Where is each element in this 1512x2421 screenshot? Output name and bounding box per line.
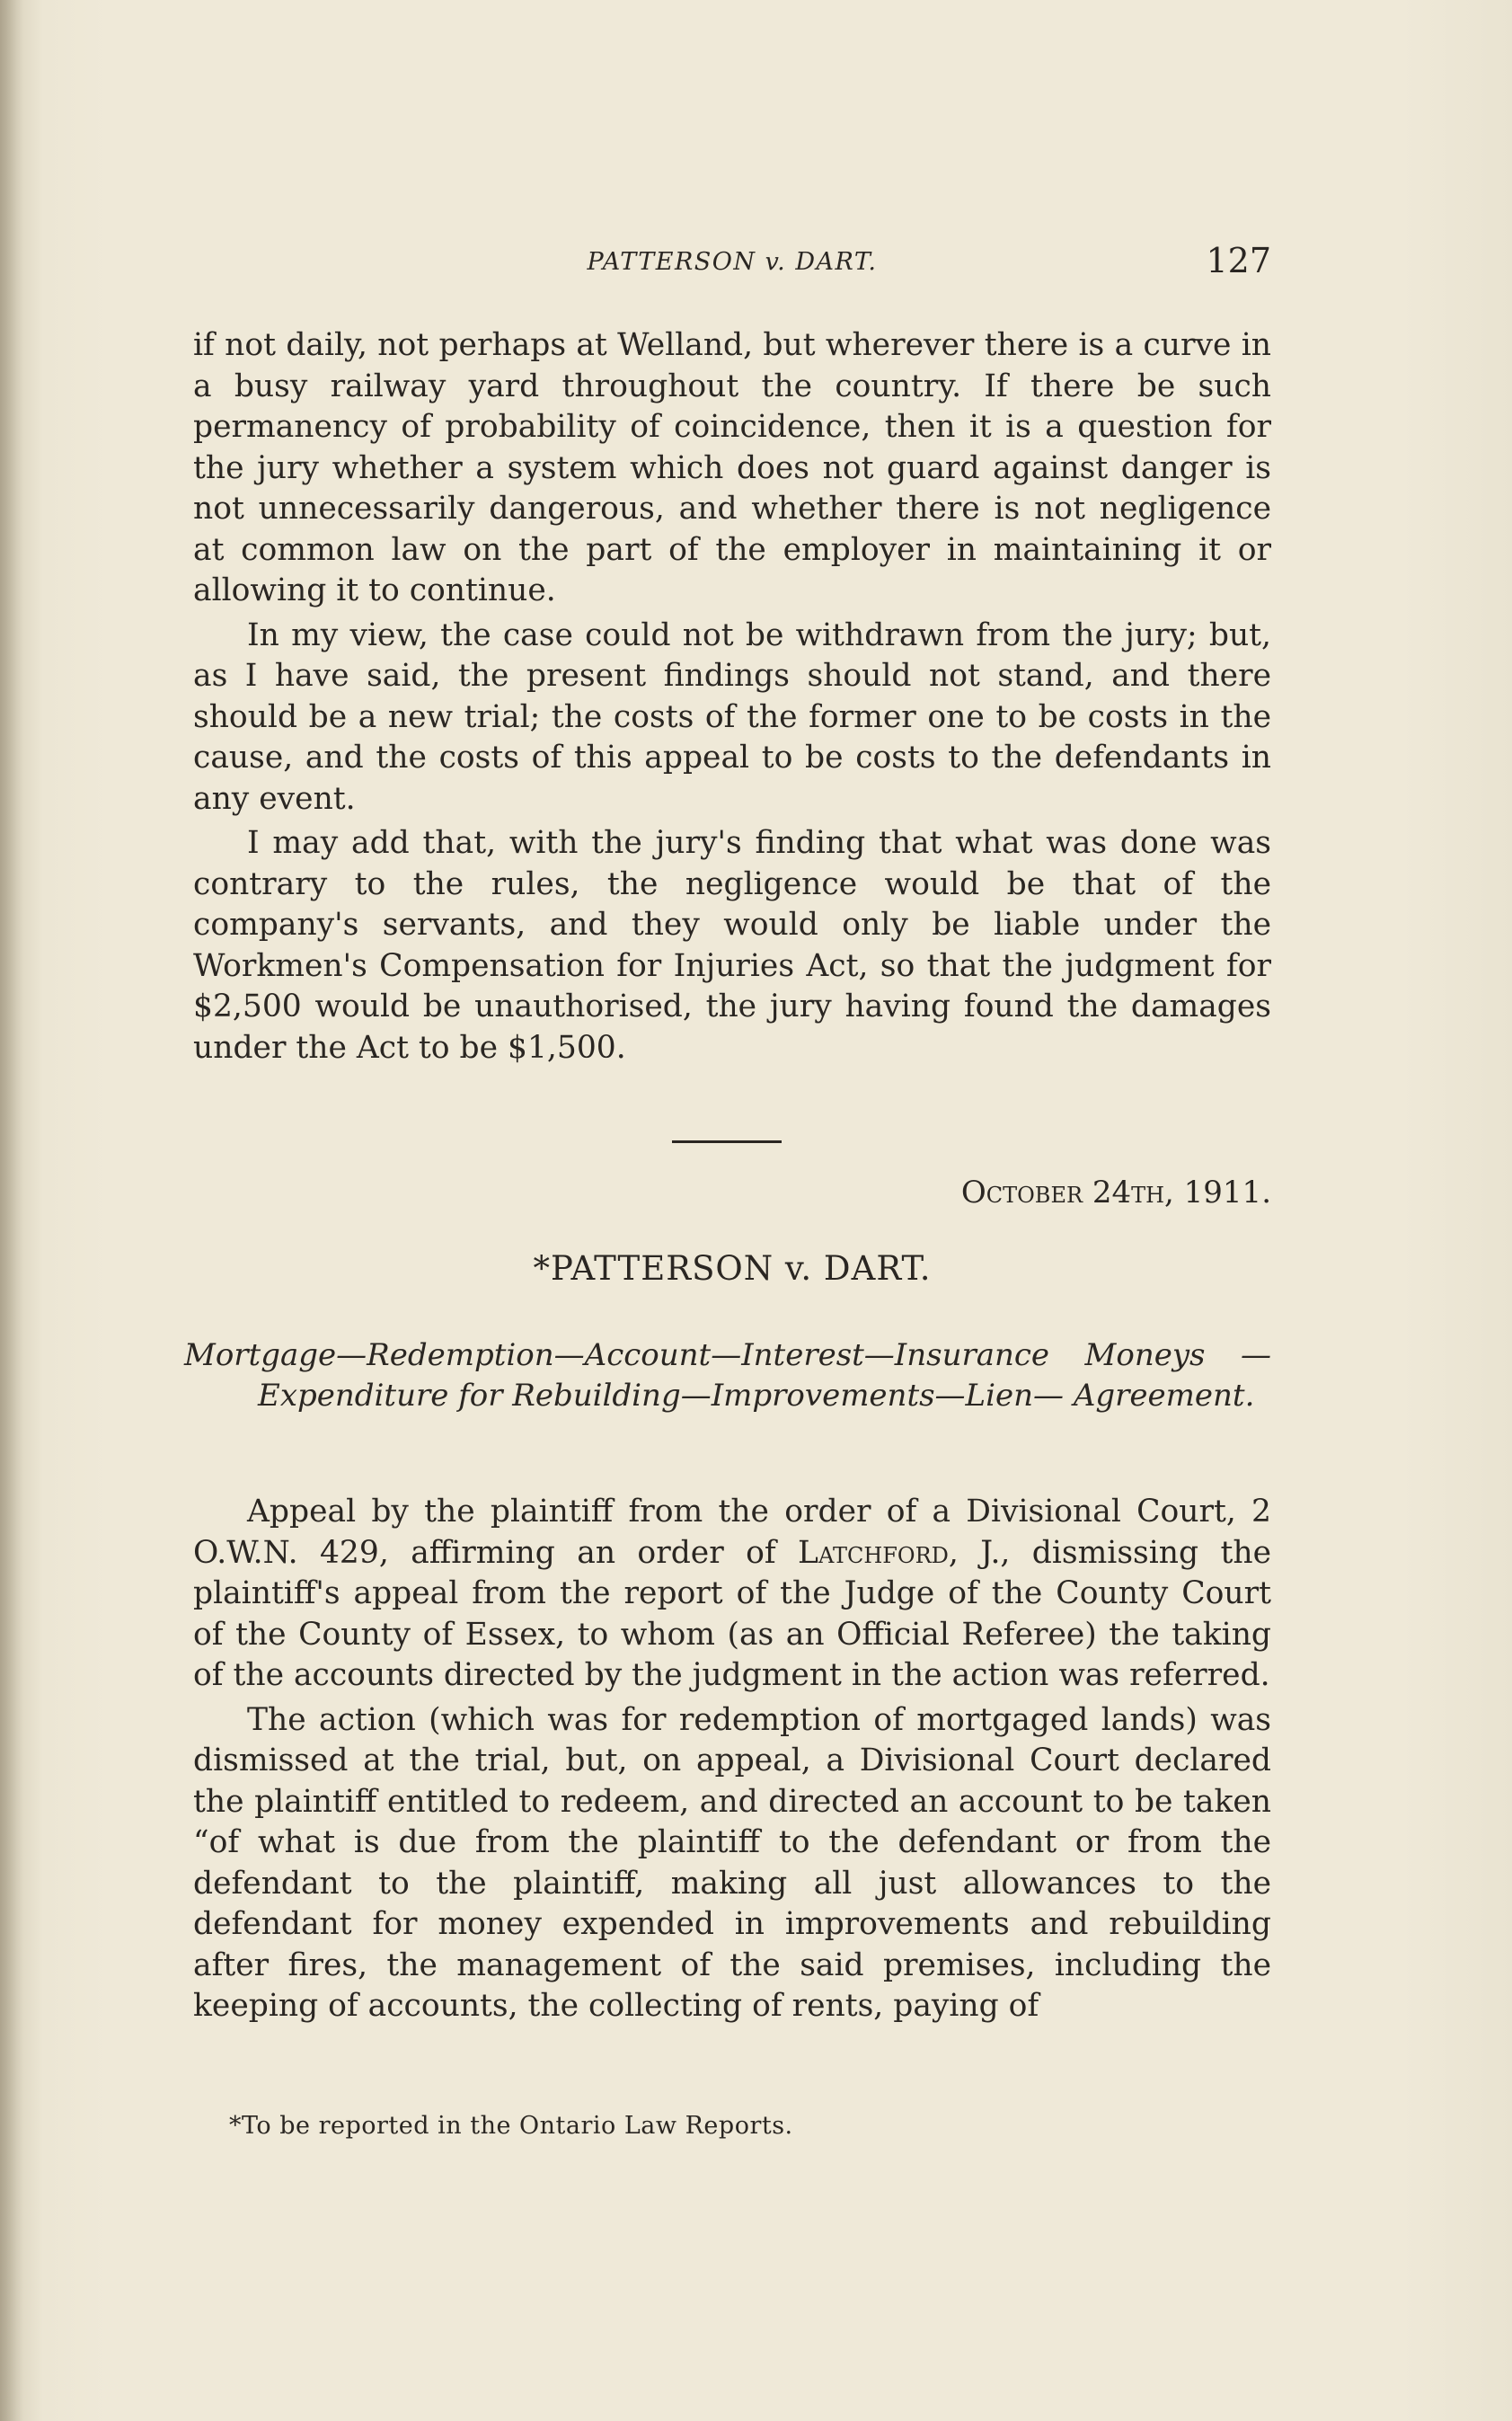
paragraph xyxy=(193,1492,1271,1697)
section-divider xyxy=(672,1140,782,1143)
paragraph: if not daily, not perhaps at Welland, but wherever there is a curve in a busy railway yard throughout the country. If there be such permanency of probability of coincidence, then it is a question for the jury whether a system which does not guard against danger is not unnecessarily dangerous, and whether there is not negligence at common law on the part of the employer in maintaining it or allowing it to continue. xyxy=(193,327,1271,608)
judge-name: Latchford xyxy=(798,1534,949,1571)
decision-date: October 24th, 1911. xyxy=(960,1175,1271,1210)
footnote: *To be reported in the Ontario Law Reports. xyxy=(229,2112,793,2140)
paragraph-text: Appeal by the plaintiff from the order of a Divisional Court, 2 O.W.N. 429, affirming an order of xyxy=(193,1494,1271,1571)
paragraph: I may add that, with the jury's finding that what was done was contrary to the rules, the negligence would be that of the company's servants, and they would only be liable under the Workmen's Compensation for Injuries Act, so that the judgment for $2,500 would be unauthorised, the jury having found the damages under the Act to be $1,500. xyxy=(193,825,1271,1066)
page-number: 127 xyxy=(1206,241,1271,280)
paragraph-text: , J., dismissing the plaintiff's appeal from the report of the Judge of the County Court of the County of Essex, to whom (as an Official Referee) the taking of the accounts directed by the judgment in the action was referred. xyxy=(193,1534,1271,1693)
case-title: *PATTERSON v. DART. xyxy=(533,1249,932,1288)
case-text xyxy=(193,1492,1271,2027)
paragraph: In my view, the case could not be withdrawn from the jury; but, as I have said, the present findings should not stand, and there should be a new trial; the costs of the former one to be costs in the cause, and the costs of this appeal to be costs to the defendants in any event. xyxy=(193,616,1271,817)
headnote: Mortgage—Redemption—Account—Interest—Insurance Moneys —Expenditure for Rebuilding—Improvements—Lien— Agreement. xyxy=(184,1337,1271,1414)
running-title: PATTERSON v. DART. xyxy=(587,248,878,276)
paragraph: The action (which was for redemption of mortgaged lands) was dismissed at the trial, but, on appeal, a Divisional Court declared the plaintiff entitled to redeem, and directed an account to be taken “of what is due from the plaintiff to the defendant or from the defendant to the plaintiff, making all just allowances to the defendant for money expended in improvements and rebuilding after fires, the management of the said premises, including the keeping of accounts, the collecting of rents, paying of xyxy=(193,1701,1271,2024)
continuation-text xyxy=(193,325,1271,1069)
running-header xyxy=(193,241,1271,295)
binding-shadow xyxy=(0,0,23,2421)
